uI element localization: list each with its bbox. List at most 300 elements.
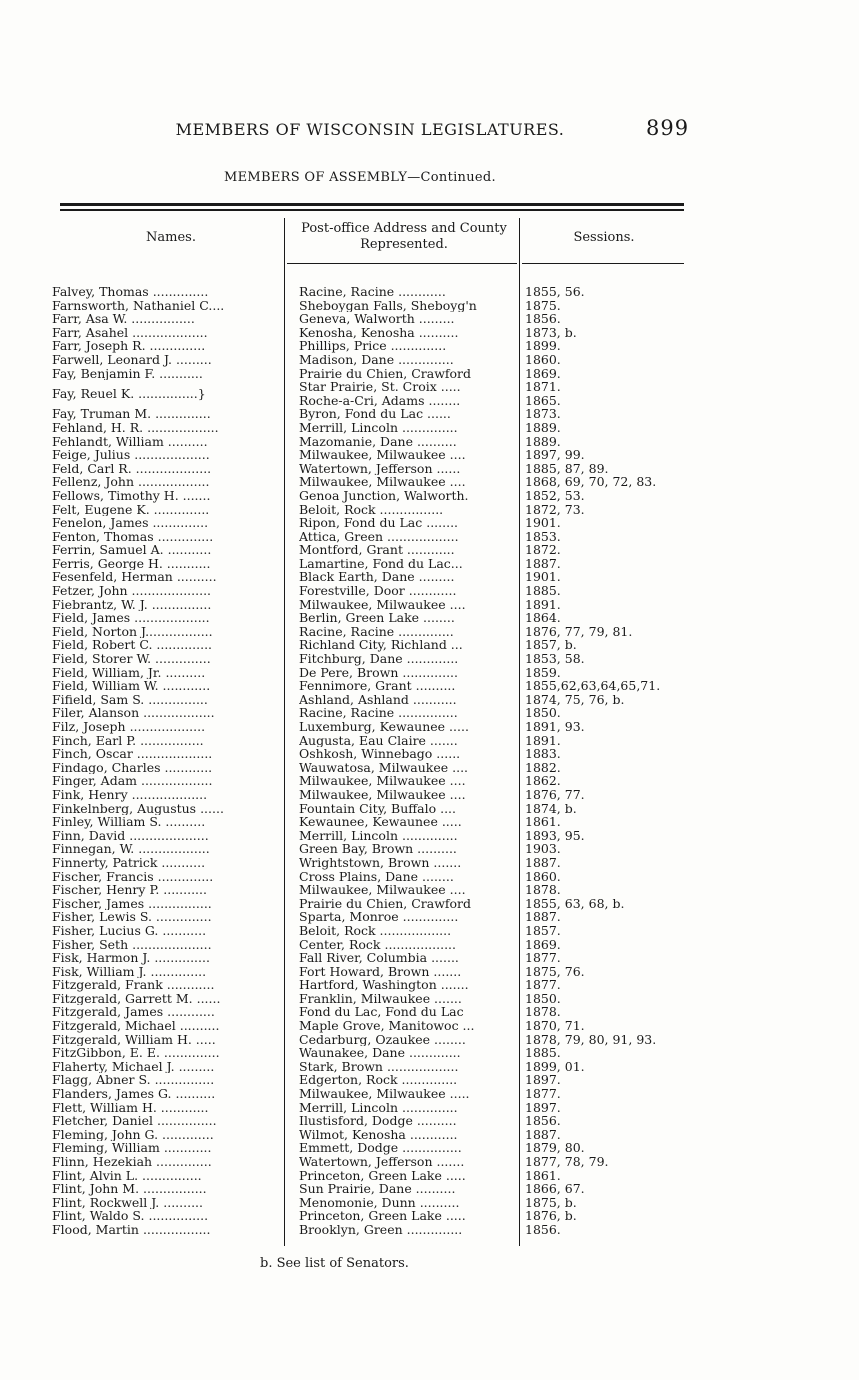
member-sessions xyxy=(525,774,725,788)
member-name: Farr, Asa W. ................ xyxy=(52,312,195,326)
member-sessions xyxy=(525,516,725,530)
sessions-line: 1869. xyxy=(525,936,561,952)
member-address xyxy=(299,1005,515,1019)
member-sessions xyxy=(525,353,725,367)
member-sessions xyxy=(525,992,725,1006)
member-sessions xyxy=(525,802,725,816)
member-address xyxy=(299,734,515,748)
table-row xyxy=(0,720,859,734)
member-address xyxy=(299,584,515,598)
table-row xyxy=(0,1141,859,1155)
member-sessions xyxy=(525,720,725,734)
member-name: Fehlandt, William .......... xyxy=(52,434,208,449)
member-name: Flagg, Abner S. ............... xyxy=(52,1073,215,1088)
member-name: Field, Storer W. .............. xyxy=(52,652,211,666)
address-line: Milwaukee, Milwaukee .... xyxy=(299,883,466,897)
member-sessions xyxy=(525,965,725,979)
address-line: Emmett, Dodge ............... xyxy=(299,1141,462,1155)
running-title: MEMBERS OF WISCONSIN LEGISLATURES. xyxy=(175,120,565,139)
sessions-line: 1897. xyxy=(525,1099,561,1115)
table-row xyxy=(0,530,859,544)
sessions-line: 1866, 67. xyxy=(525,1181,585,1197)
member-address xyxy=(299,407,515,421)
member-sessions xyxy=(525,1005,725,1019)
table-row xyxy=(0,516,859,530)
address-line: Milwaukee, Milwaukee .... xyxy=(299,787,466,802)
member-sessions xyxy=(525,598,725,612)
table-row xyxy=(0,897,859,911)
member-address xyxy=(299,842,515,856)
member-name: Finnerty, Patrick ........... xyxy=(52,855,206,870)
member-sessions xyxy=(525,339,725,353)
member-name: Fay, Benjamin F. ........... xyxy=(52,366,203,381)
member-name: Finley, William S. .......... xyxy=(52,815,206,829)
member-address xyxy=(299,1209,515,1223)
address-line: Madison, Dane .............. xyxy=(299,352,454,367)
sessions-line: 1875, b. xyxy=(525,1194,577,1210)
member-address xyxy=(299,475,515,489)
member-address xyxy=(299,421,515,435)
member-name: FitzGibbon, E. E. .............. xyxy=(52,1046,220,1060)
member-address xyxy=(299,829,515,843)
member-address xyxy=(299,503,515,517)
address-line: Merrill, Lincoln .............. xyxy=(299,420,458,435)
address-line: Watertown, Jefferson ....... xyxy=(299,1155,465,1169)
table-row xyxy=(0,598,859,612)
top-rule xyxy=(60,203,684,206)
member-sessions xyxy=(525,870,725,884)
member-address xyxy=(299,380,515,407)
member-address xyxy=(299,992,515,1006)
member-sessions xyxy=(525,693,725,707)
member-name: Fitzgerald, Frank ............ xyxy=(52,978,215,992)
table-row xyxy=(0,870,859,884)
member-sessions xyxy=(525,1019,725,1033)
member-address xyxy=(299,652,515,666)
address-line: Richland City, Richland ... xyxy=(299,638,463,653)
address-line: Ilustisford, Dodge .......... xyxy=(299,1114,457,1128)
table-row xyxy=(0,842,859,856)
member-sessions xyxy=(525,530,725,544)
member-name: Falvey, Thomas .............. xyxy=(52,285,209,299)
address-line: Wauwatosa, Milwaukee .... xyxy=(299,760,469,775)
member-sessions xyxy=(525,584,725,598)
sessions-line: 1861. xyxy=(525,1167,561,1183)
member-address xyxy=(299,611,515,625)
sessions-line: 1891. xyxy=(525,732,561,748)
table-row xyxy=(0,666,859,680)
member-address xyxy=(299,1114,515,1128)
member-sessions xyxy=(525,380,725,407)
member-name: Fiebrantz, W. J. ............... xyxy=(52,597,212,612)
member-sessions xyxy=(525,1087,725,1101)
sessions-line: 1868, 69, 70, 72, 83. xyxy=(525,474,657,490)
sessions-line: 1875. xyxy=(525,297,561,313)
table-row xyxy=(0,910,859,924)
member-address xyxy=(299,285,515,299)
member-name: Flett, William H. ............ xyxy=(52,1100,209,1115)
table-row xyxy=(0,1087,859,1101)
table-row xyxy=(0,407,859,421)
member-name: Fay, Truman M. .............. xyxy=(52,407,211,421)
table-row xyxy=(0,312,859,326)
table-row xyxy=(0,638,859,652)
member-name: Feld, Carl R. ................... xyxy=(52,461,212,476)
member-name: Fitzgerald, William H. ..... xyxy=(52,1032,216,1047)
member-sessions xyxy=(525,1114,725,1128)
table-row xyxy=(0,1155,859,1169)
member-name: Findago, Charles ............ xyxy=(52,760,213,775)
address-line: Waunakee, Dane ............. xyxy=(299,1046,461,1060)
sessions-line: 1855,62,63,64,65,71. xyxy=(525,678,661,694)
member-name: Finn, David .................... xyxy=(52,828,209,843)
member-name: Flanders, James G. .......... xyxy=(52,1087,216,1101)
table-row xyxy=(0,584,859,598)
member-name: Fellenz, John .................. xyxy=(52,475,210,489)
member-sessions xyxy=(525,326,725,340)
table-row xyxy=(0,625,859,639)
sessions-line: 1856. xyxy=(525,1221,561,1237)
member-address xyxy=(299,774,515,788)
member-name: Fleming, William ............ xyxy=(52,1141,212,1155)
address-line: Kewaunee, Kewaunee ..... xyxy=(299,815,462,829)
member-address xyxy=(299,951,515,965)
address-line: Fond du Lac, Fond du Lac xyxy=(299,1005,464,1020)
table-row xyxy=(0,1073,859,1087)
member-name: Flint, Waldo S. ............... xyxy=(52,1209,209,1223)
member-address xyxy=(299,1033,515,1047)
member-name: Fenton, Thomas .............. xyxy=(52,529,214,544)
member-name: Filz, Joseph ................... xyxy=(52,720,206,734)
address-line: Fountain City, Buffalo .... xyxy=(299,801,457,816)
member-name: Fisk, William J. .............. xyxy=(52,964,207,979)
sessions-line: 1878. xyxy=(525,882,561,898)
address-line: Kenosha, Kenosha .......... xyxy=(299,325,459,340)
member-address xyxy=(299,530,515,544)
sessions-line: 1887. xyxy=(525,555,561,571)
header-underline xyxy=(287,263,517,264)
address-line: Star Prairie, St. Croix ..... xyxy=(299,380,461,395)
sessions-line: 1875, 76. xyxy=(525,963,585,979)
member-name: Flaherty, Michael J. ......... xyxy=(52,1059,215,1074)
sessions-line: 1901. xyxy=(525,515,561,531)
top-rule-thin xyxy=(60,209,684,211)
address-line: Phillips, Price .............. xyxy=(299,339,447,353)
member-address xyxy=(299,883,515,897)
sessions-line: 1878. xyxy=(525,1004,561,1020)
member-name: Flint, Alvin L. ............... xyxy=(52,1168,202,1183)
member-sessions xyxy=(525,1073,725,1087)
member-address xyxy=(299,1073,515,1087)
table-row xyxy=(0,1060,859,1074)
member-address xyxy=(299,1060,515,1074)
table-row xyxy=(0,285,859,299)
member-sessions xyxy=(525,1196,725,1210)
address-line: Racine, Racine .............. xyxy=(299,624,454,639)
sessions-line: 1850. xyxy=(525,990,561,1006)
member-name: Fisk, Harmon J. .............. xyxy=(52,951,210,965)
table-row xyxy=(0,829,859,843)
address-line: Cedarburg, Ozaukee ........ xyxy=(299,1032,466,1047)
sessions-line: 1872. xyxy=(525,542,561,558)
address-line: Ripon, Fond du Lac ........ xyxy=(299,516,459,530)
sessions-line: 1878, 79, 80, 91, 93. xyxy=(525,1031,657,1047)
address-line: Milwaukee, Milwaukee .... xyxy=(299,774,466,788)
member-sessions xyxy=(525,285,725,299)
sessions-line: 1891. xyxy=(525,596,561,612)
address-line: Edgerton, Rock .............. xyxy=(299,1073,458,1088)
address-line: Princeton, Green Lake ..... xyxy=(299,1209,466,1223)
member-address xyxy=(299,1155,515,1169)
member-address xyxy=(299,638,515,652)
member-name: Fay, Reuel K. ...............} xyxy=(52,386,206,401)
member-address xyxy=(299,815,515,829)
member-name: Ferrin, Samuel A. ........... xyxy=(52,543,212,557)
member-name: Finger, Adam .................. xyxy=(52,774,213,788)
sessions-line: 1885, 87, 89. xyxy=(525,460,609,476)
member-name: Fellows, Timothy H. ....... xyxy=(52,488,211,503)
table-row xyxy=(0,570,859,584)
member-address xyxy=(299,299,515,313)
sessions-line: 1873, b. xyxy=(525,324,577,340)
address-line: Fitchburg, Dane ............. xyxy=(299,652,459,666)
member-sessions xyxy=(525,625,725,639)
member-address xyxy=(299,802,515,816)
sessions-line: 1876, 77. xyxy=(525,786,585,802)
address-line: Prairie du Chien, Crawford xyxy=(299,896,472,911)
member-name: Feige, Julius ................... xyxy=(52,448,210,462)
sessions-line: 1869. xyxy=(525,365,561,381)
address-line: Geneva, Walworth ......... xyxy=(299,312,455,326)
table-row xyxy=(0,326,859,340)
member-name: Fletcher, Daniel ............... xyxy=(52,1114,217,1128)
sessions-line: 1887. xyxy=(525,909,561,925)
address-line: Watertown, Jefferson ...... xyxy=(299,461,461,476)
member-sessions xyxy=(525,897,725,911)
member-address xyxy=(299,965,515,979)
address-line: Franklin, Milwaukee ....... xyxy=(299,991,462,1006)
sessions-line: 1861. xyxy=(525,814,561,830)
member-name: Fleming, John G. ............. xyxy=(52,1127,214,1142)
sessions-line: 1877. xyxy=(525,950,561,966)
table-row xyxy=(0,924,859,938)
member-sessions xyxy=(525,475,725,489)
sessions-line: 1855, 56. xyxy=(525,284,585,299)
member-sessions xyxy=(525,856,725,870)
sessions-line: 1885. xyxy=(525,1045,561,1061)
sessions-line: 1852, 53. xyxy=(525,487,585,503)
member-sessions xyxy=(525,829,725,843)
member-name: Filer, Alanson .................. xyxy=(52,706,215,720)
table-row xyxy=(0,788,859,802)
table-row xyxy=(0,978,859,992)
member-sessions xyxy=(525,407,725,421)
sessions-line: 1879, 80. xyxy=(525,1140,585,1156)
member-name: Fifield, Sam S. ............... xyxy=(52,692,208,707)
member-name: Field, James ................... xyxy=(52,611,210,625)
address-line: Sparta, Monroe .............. xyxy=(299,910,459,924)
member-name: Field, William W. ............ xyxy=(52,679,211,693)
column-header-sessions: Sessions. xyxy=(573,230,635,245)
member-name: Finch, Oscar ................... xyxy=(52,747,213,761)
sessions-line: 1865. xyxy=(525,392,561,408)
address-line: Beloit, Rock ................ xyxy=(299,502,444,517)
member-sessions xyxy=(525,543,725,557)
sessions-line: 1887. xyxy=(525,1126,561,1142)
address-line: Racine, Racine ............... xyxy=(299,706,458,720)
sessions-line: 1850. xyxy=(525,705,561,721)
address-line: Princeton, Green Lake ..... xyxy=(299,1168,466,1183)
column-header-address: Post-office Address and County Represented. xyxy=(301,221,507,252)
sessions-line: 1901. xyxy=(525,569,561,585)
table-row xyxy=(0,611,859,625)
table-row xyxy=(0,543,859,557)
address-line: Sun Prairie, Dane .......... xyxy=(299,1182,456,1196)
table-row xyxy=(0,462,859,476)
address-line: Menomonie, Dunn .......... xyxy=(299,1195,460,1210)
member-sessions xyxy=(525,734,725,748)
member-sessions xyxy=(525,1209,725,1223)
sessions-line: 1857. xyxy=(525,922,561,938)
member-name: Fenelon, James .............. xyxy=(52,516,209,530)
sessions-line: 1883. xyxy=(525,746,561,762)
member-sessions xyxy=(525,761,725,775)
table-row xyxy=(0,339,859,353)
address-line: Hartford, Washington ....... xyxy=(299,978,469,992)
sessions-line: 1889. xyxy=(525,433,561,449)
member-sessions xyxy=(525,1155,725,1169)
member-sessions xyxy=(525,938,725,952)
table-row xyxy=(0,1019,859,1033)
member-name: Fetzer, John .................... xyxy=(52,584,212,598)
table-row xyxy=(0,353,859,367)
member-name: Fischer, Francis .............. xyxy=(52,869,214,884)
address-line: Oshkosh, Winnebago ...... xyxy=(299,747,461,761)
member-address xyxy=(299,856,515,870)
address-line: Milwaukee, Milwaukee .... xyxy=(299,475,466,489)
table-row xyxy=(0,557,859,571)
member-address xyxy=(299,557,515,571)
address-line: Luxemburg, Kewaunee ..... xyxy=(299,720,469,734)
address-line: Center, Rock .................. xyxy=(299,937,456,952)
table-row xyxy=(0,475,859,489)
member-address xyxy=(299,462,515,476)
table-row xyxy=(0,1114,859,1128)
member-address xyxy=(299,625,515,639)
member-address xyxy=(299,1196,515,1210)
member-address xyxy=(299,1087,515,1101)
sessions-line: 1860. xyxy=(525,868,561,884)
member-address xyxy=(299,1101,515,1115)
member-address xyxy=(299,367,515,381)
member-sessions xyxy=(525,883,725,897)
sessions-line: 1872, 73. xyxy=(525,501,585,517)
member-name: Flood, Martin ................. xyxy=(52,1222,211,1237)
table-row xyxy=(0,367,859,381)
page-number: 899 xyxy=(646,116,690,140)
member-sessions xyxy=(525,435,725,449)
member-address xyxy=(299,679,515,693)
member-address xyxy=(299,1169,515,1183)
member-name: Fehland, H. R. .................. xyxy=(52,420,219,435)
member-sessions xyxy=(525,611,725,625)
table-row xyxy=(0,815,859,829)
address-line: Milwaukee, Milwaukee .... xyxy=(299,597,466,612)
member-address xyxy=(299,570,515,584)
sessions-line: 1889. xyxy=(525,419,561,435)
member-sessions xyxy=(525,312,725,326)
address-line: Merrill, Lincoln .............. xyxy=(299,828,458,843)
member-sessions xyxy=(525,462,725,476)
table-row xyxy=(0,489,859,503)
sessions-line: 1870, 71. xyxy=(525,1018,585,1034)
address-line: Cross Plains, Dane ........ xyxy=(299,869,454,884)
sessions-line: 1856. xyxy=(525,311,561,327)
member-name: Flint, Rockwell J. .......... xyxy=(52,1195,203,1210)
table-row xyxy=(0,435,859,449)
table-row xyxy=(0,1128,859,1142)
sessions-line: 1860. xyxy=(525,351,561,367)
member-sessions xyxy=(525,638,725,652)
member-name: Felt, Eugene K. .............. xyxy=(52,502,210,517)
member-name: Farwell, Leonard J. ......... xyxy=(52,352,212,367)
address-line: Lamartine, Fond du Lac... xyxy=(299,556,463,571)
address-line: Milwaukee, Milwaukee ..... xyxy=(299,1087,470,1101)
member-name: Field, Robert C. .............. xyxy=(52,638,213,653)
sessions-line: 1859. xyxy=(525,664,561,680)
table-row xyxy=(0,1005,859,1019)
address-line: Maple Grove, Manitowoc ... xyxy=(299,1019,475,1033)
member-name: Fisher, Lucius G. ........... xyxy=(52,923,207,938)
table-row xyxy=(0,1182,859,1196)
table-row xyxy=(0,856,859,870)
member-sessions xyxy=(525,1101,725,1115)
address-line: Genoa Junction, Walworth. xyxy=(299,488,469,503)
member-name: Farnsworth, Nathaniel C.... xyxy=(52,298,225,313)
member-sessions xyxy=(525,1169,725,1183)
address-line: De Pere, Brown .............. xyxy=(299,665,458,680)
member-name: Fitzgerald, James ............ xyxy=(52,1005,215,1020)
member-address xyxy=(299,435,515,449)
table-row xyxy=(0,938,859,952)
member-sessions xyxy=(525,679,725,693)
member-sessions xyxy=(525,788,725,802)
member-sessions xyxy=(525,951,725,965)
table-row xyxy=(0,421,859,435)
member-name: Field, William, Jr. .......... xyxy=(52,665,206,680)
table-row xyxy=(0,883,859,897)
sessions-line: 1897. xyxy=(525,1072,561,1088)
member-sessions xyxy=(525,367,725,381)
member-address xyxy=(299,516,515,530)
member-name: Fisher, Seth .................... xyxy=(52,937,212,952)
member-name: Field, Norton J................. xyxy=(52,624,213,639)
sessions-line: 1897, 99. xyxy=(525,447,585,463)
member-address xyxy=(299,1019,515,1033)
sessions-line: 1857, b. xyxy=(525,637,577,653)
member-sessions xyxy=(525,747,725,761)
address-line: Wrightstown, Brown ....... xyxy=(299,855,462,870)
table-row xyxy=(0,734,859,748)
member-address xyxy=(299,978,515,992)
table-row xyxy=(0,1196,859,1210)
table-row xyxy=(0,1223,859,1237)
table-row xyxy=(0,706,859,720)
table-row xyxy=(0,774,859,788)
member-sessions xyxy=(525,706,725,720)
address-line: Byron, Fond du Lac ...... xyxy=(299,407,451,421)
address-line: Racine, Racine ............ xyxy=(299,285,446,299)
